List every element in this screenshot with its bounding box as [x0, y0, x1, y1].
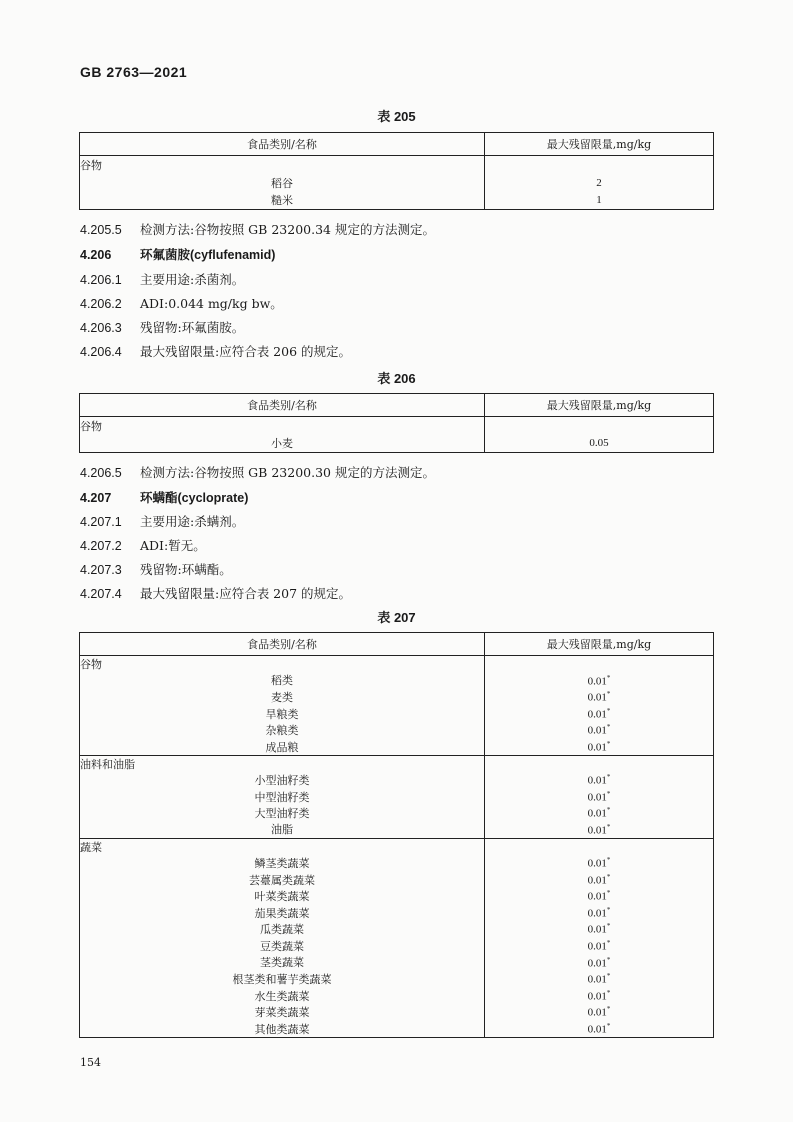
food-name: 叶菜类蔬菜	[80, 888, 485, 905]
clause-4206-4: 4.206.4 最大残留限量:应符合表 206 的规定。	[80, 344, 352, 359]
mrl-value: 0.01*	[485, 705, 714, 722]
mrl-value: 0.01*	[485, 971, 714, 988]
food-name: 其他类蔬菜	[80, 1021, 485, 1038]
food-name: 芽菜类蔬菜	[80, 1004, 485, 1021]
mrl-value: 0.01*	[485, 1021, 714, 1038]
food-name: 小型油籽类	[80, 772, 485, 789]
group-label: 油料和油脂	[80, 755, 485, 772]
table-row	[80, 971, 714, 988]
clause-4205-5: 4.205.5 检测方法:谷物按照 GB 23200.34 规定的方法测定。	[80, 222, 435, 237]
table-row	[80, 788, 714, 805]
clause-4206-5: 4.206.5 检测方法:谷物按照 GB 23200.30 规定的方法测定。	[80, 465, 435, 480]
group-row	[80, 656, 714, 673]
standard-code: GB 2763—2021	[80, 64, 188, 80]
food-name: 杂粮类	[80, 722, 485, 739]
group-label: 谷物	[80, 656, 485, 673]
table-row	[80, 805, 714, 822]
col-mrl-header: 最大残留限量,mg/kg	[485, 633, 714, 656]
group-label: 谷物	[80, 417, 485, 435]
group-label: 蔬菜	[80, 838, 485, 855]
clause-4206-1: 4.206.1 主要用途:杀菌剂。	[80, 272, 245, 287]
clause-4207-2: 4.207.2 ADI:暂无。	[80, 538, 206, 553]
group-row	[80, 838, 714, 855]
food-name: 根茎类和薯芋类蔬菜	[80, 971, 485, 988]
col-mrl-header: 最大残留限量,mg/kg	[485, 394, 714, 417]
table-row	[80, 921, 714, 938]
mrl-value: 0.01*	[485, 1004, 714, 1021]
table-row: 糙米 1	[80, 192, 714, 210]
table-205	[79, 132, 714, 210]
mrl-value: 0.01*	[485, 738, 714, 755]
food-name: 旱粮类	[80, 705, 485, 722]
table-row	[80, 938, 714, 955]
clause-4207-3: 4.207.3 残留物:环螨酯。	[80, 562, 232, 577]
table-207	[79, 632, 714, 1038]
table-row	[80, 689, 714, 706]
mrl-value: 0.01*	[485, 855, 714, 872]
table-206	[79, 393, 714, 453]
food-name: 芸薹属类蔬菜	[80, 871, 485, 888]
mrl-value: 0.01*	[485, 689, 714, 706]
section-4206-heading: 4.206 环氟菌胺(cyflufenamid)	[80, 247, 276, 262]
table-row	[80, 821, 714, 838]
mrl-value: 0.01*	[485, 805, 714, 822]
table-row	[80, 1004, 714, 1021]
table-row	[80, 738, 714, 755]
food-name: 茎类蔬菜	[80, 954, 485, 971]
mrl-value: 0.01*	[485, 871, 714, 888]
group-label: 谷物	[80, 156, 485, 174]
clause-4206-3: 4.206.3 残留物:环氟菌胺。	[80, 320, 245, 335]
mrl-value: 0.01*	[485, 954, 714, 971]
food-name: 油脂	[80, 821, 485, 838]
table-row	[80, 705, 714, 722]
table-row	[80, 772, 714, 789]
table-row	[80, 987, 714, 1004]
col-food-header: 食品类别/名称	[80, 633, 485, 656]
food-name: 茄果类蔬菜	[80, 904, 485, 921]
table-207-title: 表 207	[377, 610, 416, 625]
table-row	[80, 722, 714, 739]
food-name: 中型油籽类	[80, 788, 485, 805]
mrl-value: 0.01*	[485, 788, 714, 805]
food-name: 稻类	[80, 672, 485, 689]
mrl-value: 0.01*	[485, 888, 714, 905]
col-food-header: 食品类别/名称	[80, 394, 485, 417]
clause-4207-1: 4.207.1 主要用途:杀螨剂。	[80, 514, 245, 529]
food-name: 成品粮	[80, 738, 485, 755]
food-name: 鳞茎类蔬菜	[80, 855, 485, 872]
mrl-value: 0.01*	[485, 938, 714, 955]
food-name: 瓜类蔬菜	[80, 921, 485, 938]
clause-4206-2: 4.206.2 ADI:0.044 mg/kg bw。	[80, 296, 283, 311]
page-number: 154	[80, 1056, 101, 1069]
group-row	[80, 755, 714, 772]
table-row: 稻谷 2	[80, 174, 714, 192]
mrl-value: 0.01*	[485, 672, 714, 689]
table-207-body	[80, 656, 714, 1038]
mrl-value: 0.01*	[485, 987, 714, 1004]
table-206-title: 表 206	[377, 371, 416, 386]
food-name: 大型油籽类	[80, 805, 485, 822]
clause-4207-4: 4.207.4 最大残留限量:应符合表 207 的规定。	[80, 586, 352, 601]
mrl-value: 0.01*	[485, 821, 714, 838]
col-mrl-header: 最大残留限量,mg/kg	[485, 133, 714, 156]
table-row	[80, 871, 714, 888]
col-food-header: 食品类别/名称	[80, 133, 485, 156]
table-row	[80, 1021, 714, 1038]
food-name: 豆类蔬菜	[80, 938, 485, 955]
table-205-title: 表 205	[377, 109, 416, 124]
table-row: 小麦 0.05	[80, 435, 714, 453]
mrl-value: 0.01*	[485, 722, 714, 739]
table-row	[80, 888, 714, 905]
section-4207-heading: 4.207 环螨酯(cycloprate)	[80, 490, 249, 505]
table-row	[80, 954, 714, 971]
table-row	[80, 672, 714, 689]
table-row	[80, 855, 714, 872]
mrl-value: 0.01*	[485, 904, 714, 921]
food-name: 麦类	[80, 689, 485, 706]
table-row	[80, 904, 714, 921]
food-name: 水生类蔬菜	[80, 987, 485, 1004]
mrl-value: 0.01*	[485, 921, 714, 938]
mrl-value: 0.01*	[485, 772, 714, 789]
